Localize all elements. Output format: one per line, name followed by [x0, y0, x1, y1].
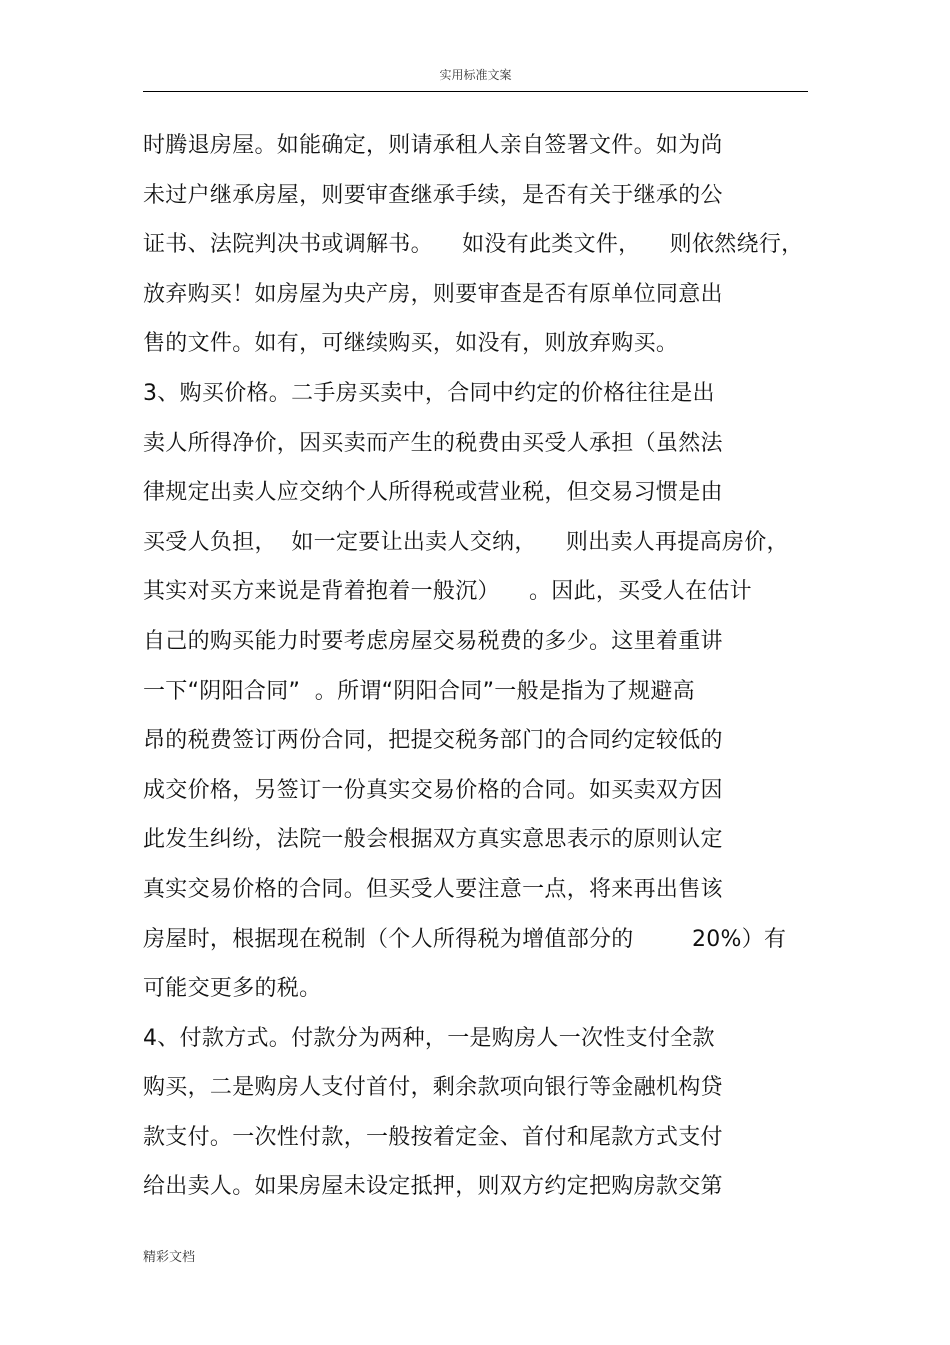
text-line: 可能交更多的税。	[143, 976, 322, 1002]
text-line: 放弃购买！如房屋为央产房，则要审查是否有原单位同意出	[143, 281, 723, 307]
text-line: 购买，二是购房人支付首付，剩余款项向银行等金融机构贷	[143, 1075, 723, 1101]
text-line: 款支付。一次性付款，一般按着定金、首付和尾款方式支付	[143, 1124, 723, 1150]
text-line: 此发生纠纷，法院一般会根据双方真实意思表示的原则认定	[143, 827, 723, 853]
page-header: 实用标准文案	[439, 68, 512, 82]
text-line: 证书、法院判决书或调解书。 如没有此类文件， 则依然绕行，	[143, 232, 804, 258]
text-line: 买受人负担， 如一定要让出卖人交纳， 则出卖人再提高房价，	[143, 529, 789, 555]
text-line: 昂的税费签订两份合同，把提交税务部门的合同约定较低的	[143, 728, 723, 754]
text-line: 其实对买方来说是背着抱着一般沉） 。因此，买受人在估计	[143, 579, 752, 605]
document-body	[143, 121, 823, 1212]
text-line: 一下“阴阳合同” 。所谓“阴阳合同”一般是指为了规避高	[143, 678, 695, 704]
text-line: 4、付款方式。付款分为两种，一是购房人一次性支付全款	[143, 1025, 715, 1051]
text-line: 给出卖人。如果房屋未设定抵押，则双方约定把购房款交第	[143, 1174, 723, 1200]
text-line: 3、购买价格。二手房买卖中，合同中约定的价格往往是出	[143, 380, 715, 406]
text-line: 时腾退房屋。如能确定，则请承租人亲自签署文件。如为尚	[143, 133, 723, 158]
text-line: 律规定出卖人应交纳个人所得税或营业税，但交易习惯是由	[143, 480, 723, 506]
text-line: 卖人所得净价，因买卖而产生的税费由买受人承担（虽然法	[143, 430, 723, 456]
text-line: 售的文件。如有，可继续购买，如没有，则放弃购买。	[143, 331, 679, 357]
text-line: 成交价格，另签订一份真实交易价格的合同。如买卖双方因	[143, 777, 723, 803]
text-line: 自己的购买能力时要考虑房屋交易税费的多少。这里着重讲	[143, 628, 723, 654]
text-line: 房屋时，根据现在税制（个人所得税为增值部分的 20%）有	[143, 926, 787, 952]
text-line: 未过户继承房屋，则要审查继承手续，是否有关于继承的公	[143, 182, 723, 208]
header-divider	[143, 91, 808, 92]
text-line: 真实交易价格的合同。但买受人要注意一点，将来再出售该	[143, 876, 723, 902]
page-footer: 精彩文档	[143, 1250, 196, 1265]
